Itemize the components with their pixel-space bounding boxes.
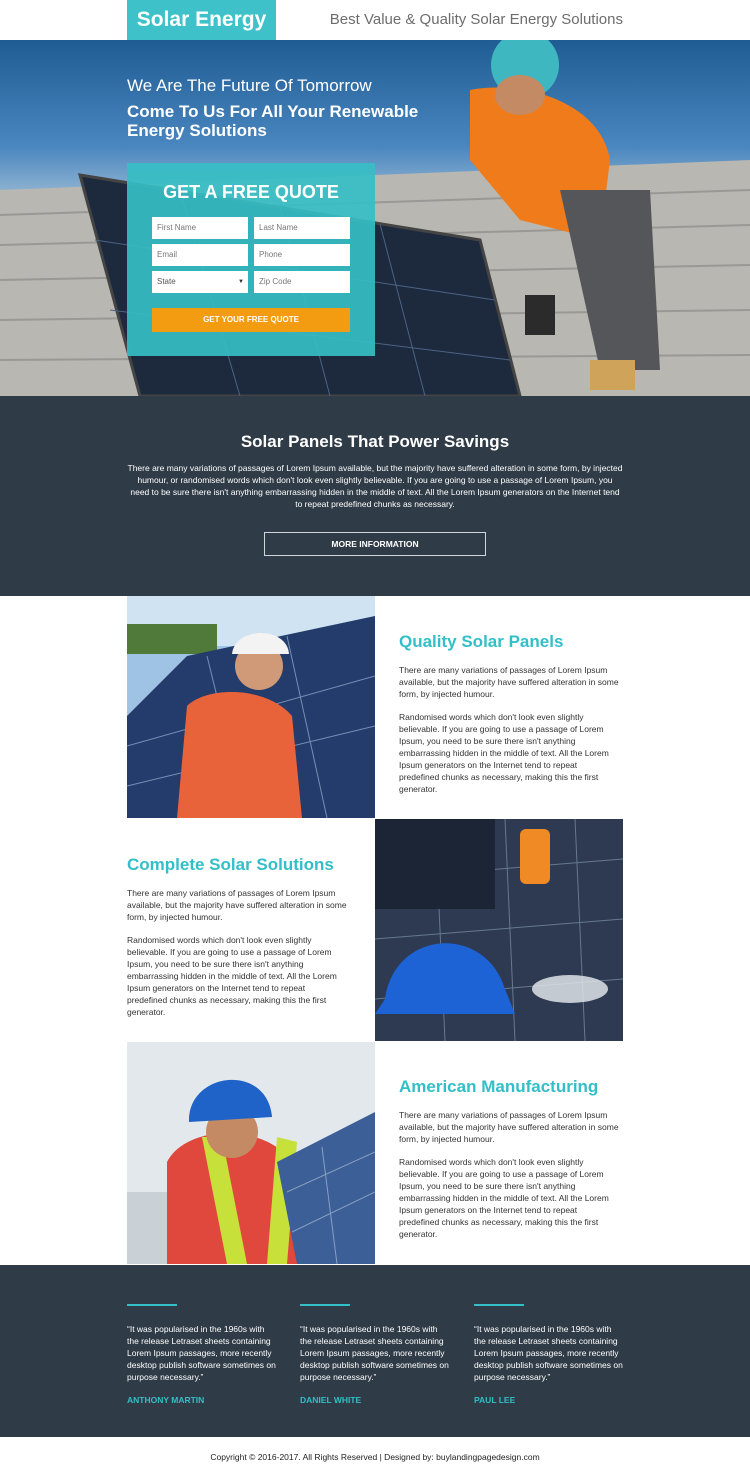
feature-text-1: There are many variations of passages of Lorem Ipsum available, but the majority have suffered alteration in some form, by injected humour.	[399, 1110, 619, 1144]
more-information-button[interactable]: MORE INFORMATION	[264, 532, 486, 556]
testimonial-author: DANIEL WHITE	[300, 1395, 362, 1405]
testimonial-author: ANTHONY MARTIN	[127, 1395, 205, 1405]
savings-title: Solar Panels That Power Savings	[240, 432, 510, 451]
phone-input[interactable]	[254, 244, 350, 266]
savings-text: There are many variations of passages of Lorem Ipsum available, but the majority have suffered alteration in some form, by injected humour, or randomised words which don't look even slightly believable. If you are going to use a passage of Lorem Ipsum, you need to be sure there isn't anything embarrassing hidden in the middle of text. All the Lorem Ipsum generators on the Internet tend to repeat predefined chunks as necessary.	[127, 463, 623, 509]
quote-form	[127, 163, 375, 356]
last-name-input[interactable]	[254, 217, 350, 239]
testimonial-quote: “It was popularised in the 1960s with the release Letraset sheets containing Lorem Ipsum passages, more recently desktop publish software sometimes on purpose necessary.”	[474, 1324, 623, 1382]
testimonial-quote: “It was popularised in the 1960s with the release Letraset sheets containing Lorem Ipsum passages, more recently desktop publish software sometimes on purpose necessary.”	[300, 1324, 449, 1382]
email-input[interactable]	[152, 244, 248, 266]
quote-form-title: GET A FREE QUOTE	[163, 182, 339, 202]
feature-american-manufacturing	[399, 1077, 619, 1251]
header-tagline: Best Value & Quality Solar Energy Solutions	[329, 11, 623, 28]
testimonial-quote: “It was popularised in the 1960s with the release Letraset sheets containing Lorem Ipsum passages, more recently desktop publish software sometimes on purpose necessary.”	[127, 1324, 276, 1382]
first-name-input[interactable]	[152, 217, 248, 239]
state-select-value: State	[157, 277, 176, 286]
logo[interactable]: Solar Energy	[127, 0, 276, 40]
site-footer	[0, 1437, 750, 1478]
get-free-quote-button[interactable]: GET YOUR FREE QUOTE	[152, 308, 350, 332]
hero-background-illustration	[0, 40, 750, 396]
testimonial-divider	[127, 1304, 177, 1306]
feature-image-worker-blue-helmet	[127, 1042, 375, 1264]
testimonial-divider	[300, 1304, 350, 1306]
testimonial-divider	[474, 1304, 524, 1306]
feature-text-2: Randomised words which don't look even slightly believable. If you are going to use a passage of Lorem Ipsum, you need to be sure there isn't anything embarrassing hidden in the middle of text. All the Lorem Ipsum generators on the Internet tend to repeat predefined chunks as necessary, making this the first generator.	[127, 935, 337, 1017]
feature-complete-solar-solutions	[127, 855, 347, 1029]
feature-text-2: Randomised words which don't look even slightly believable. If you are going to use a passage of Lorem Ipsum, you need to be sure there isn't anything embarrassing hidden in the middle of text. All the Lorem Ipsum generators on the Internet tend to repeat predefined chunks as necessary, making this the first generator.	[399, 1157, 609, 1239]
hero-section	[0, 40, 750, 396]
footer-copyright: Copyright © 2016-2017. All Rights Reserved | Designed by: buylandingpagedesign.com	[210, 1452, 540, 1462]
feature-text-2: Randomised words which don't look even slightly believable. If you are going to use a passage of Lorem Ipsum, you need to be sure there isn't anything embarrassing hidden in the middle of text. All the Lorem Ipsum generators on the Internet tend to repeat predefined chunks as necessary, making this the first generator.	[399, 712, 609, 794]
feature-quality-solar-panels	[399, 632, 619, 806]
feature-image-worker-white-helmet	[127, 596, 375, 818]
state-select[interactable]	[152, 271, 248, 293]
feature-title: American Manufacturing	[399, 1077, 599, 1096]
site-header	[0, 0, 750, 40]
testimonials-section	[0, 1265, 750, 1437]
testimonial-author: PAUL LEE	[474, 1395, 516, 1405]
feature-image-blue-helmet-drill	[375, 819, 623, 1041]
caret-down-icon: ▼	[238, 279, 244, 285]
savings-section	[0, 396, 750, 596]
zip-code-input[interactable]	[254, 271, 350, 293]
hero-subheading: Come To Us For All Your Renewable Energy Solutions	[127, 102, 419, 140]
hero-heading: We Are The Future Of Tomorrow	[127, 76, 372, 95]
testimonial	[474, 1304, 624, 1405]
feature-title: Complete Solar Solutions	[127, 855, 334, 874]
testimonial	[300, 1304, 450, 1405]
feature-text-1: There are many variations of passages of Lorem Ipsum available, but the majority have suffered alteration in some form, by injected humour.	[399, 665, 619, 699]
testimonial	[127, 1304, 277, 1405]
feature-title: Quality Solar Panels	[399, 632, 564, 651]
feature-text-1: There are many variations of passages of Lorem Ipsum available, but the majority have suffered alteration in some form, by injected humour.	[127, 888, 347, 922]
